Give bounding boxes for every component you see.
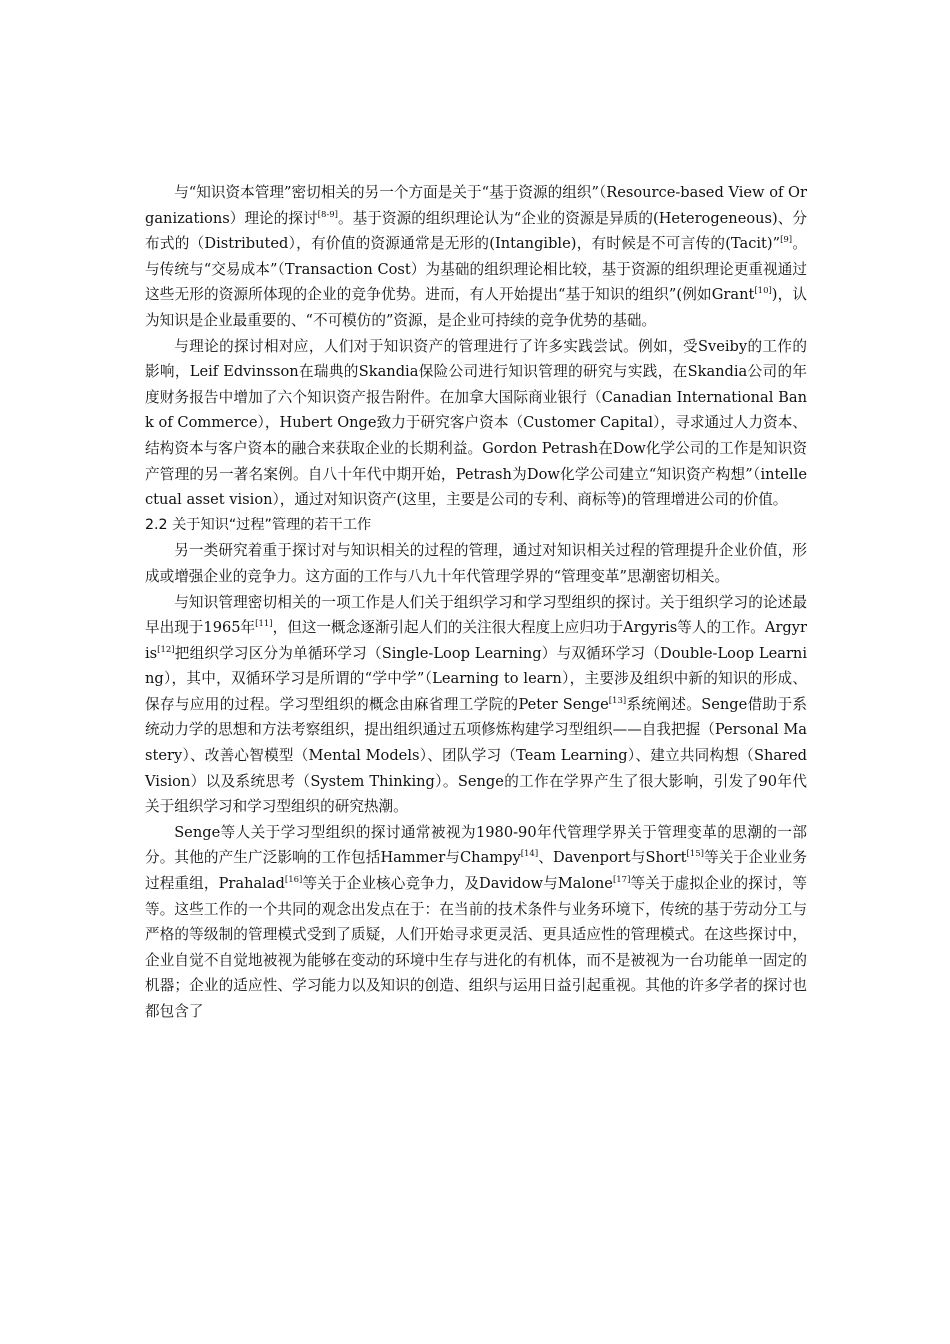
paragraph-resource-based-view: 与“知识资本管理”密切相关的另一个方面是关于“基于资源的组织”（Resource-based View of Organizations）理论的探讨[8-9]。基于资源的组织理论认为“企业的资源是异质的(Heterogeneous)、分布式的（Distributed），有价值的资源通常是无形的(Intangible)，有时候是不可言传的(Tacit)”[9]。与传统与“交易成本”（Transaction Cost）为基础的组织理论相比较，基于资源的组织理论更重视通过这些无形的资源所体现的企业的竞争优势。进而，有人开始提出“基于知识的组织”(例如Grant[10])，认为知识是企业最重要的、“不可模仿的”资源，是企业可持续的竞争优势的基础。 xyxy=(145,184,807,329)
citation-marker: [8-9] xyxy=(317,209,338,220)
paragraph-organizational-learning: 与知识管理密切相关的一项工作是人们关于组织学习和学习型组织的探讨。关于组织学习的论述最早出现于1965年[11]，但这一概念逐渐引起人们的关注很大程度上应归功于Argyris等人的工作。Argyris[12]把组织学习区分为单循环学习（Single-Loop Learning）与双循环学习（Double-Loop Learning），其中，双循环学习是所谓的“学中学”（Learning to learn），主要涉及组织中新的知识的形成、保存与应用的过程。学习型组织的概念由麻省理工学院的Peter Senge[13]系统阐述。Senge借助于系统动力学的思想和方法考察组织，提出组织通过五项修炼构建学习型组织——自我把握（Personal Mastery）、改善心智模型（Mental Models）、团队学习（Team Learning）、建立共同构想（Shared Vision）以及系统思考（System Thinking）。Senge的工作在学界产生了很大影响，引发了90年代关于组织学习和学习型组织的研究热潮。 xyxy=(145,593,807,816)
citation-marker: [16] xyxy=(284,875,303,886)
citation-marker: [10] xyxy=(754,286,772,297)
citation-marker: [15] xyxy=(686,849,704,860)
citation-marker: [14] xyxy=(520,849,539,860)
paragraph-process-management: 另一类研究着重于探讨对与知识相关的过程的管理，通过对知识相关过程的管理提升企业价值，形成或增强企业的竞争力。这方面的工作与八九十年代管理学界的“管理变革”思潮密切相关。 xyxy=(145,542,807,585)
paragraph-knowledge-asset-practice: 与理论的探讨相对应，人们对于知识资产的管理进行了许多实践尝试。例如，受Sveiby的工作的影响，Leif Edvinsson在瑞典的Skandia保险公司进行知识管理的研究与实践，在Skandia公司的年度财务报告中增加了六个知识资产报告附件。在加拿大国际商业银行（Canadian International Bank of Commerce），Hubert Onge致力于研究客户资本（Customer Capital），寻求通过人力资本、结构资本与客户资本的融合来获取企业的长期利益。Gordon Petrash在Dow化学公司的工作是知识资产管理的另一著名案例。自八十年代中期开始，Petrash为Dow化学公司建立“知识资产构想”（intellectual asset vision），通过对知识资产(这里，主要是公司的专利、商标等)的管理增进公司的价值。 xyxy=(145,337,807,509)
citation-marker: [17] xyxy=(612,875,631,886)
citation-marker: [11] xyxy=(255,619,273,630)
citation-marker: [12] xyxy=(157,644,175,655)
citation-marker: [9] xyxy=(780,235,793,246)
document-body xyxy=(145,180,807,1025)
section-heading: 2.2 关于知识“过程”管理的若干工作 xyxy=(145,516,372,533)
citation-marker: [13] xyxy=(608,696,627,707)
paragraph-management-reform: Senge等人关于学习型组织的探讨通常被视为1980-90年代管理学界关于管理变革的思潮的一部分。其他的产生广泛影响的工作包括Hammer与Champy[14]、Davenport与Short[15]等关于企业业务过程重组，Prahalad[16]等关于企业核心竞争力，及Davidow与Malone[17]等关于虚拟企业的探讨，等等。这些工作的一个共同的观念出发点在于：在当前的技术条件与业务环境下，传统的基于劳动分工与严格的等级制的管理模式受到了质疑，人们开始寻求更灵活、更具适应性的管理模式。在这些探讨中，企业自觉不自觉地被视为能够在变动的环境中生存与进化的有机体，而不是被视为一台功能单一固定的机器；企业的适应性、学习能力以及知识的创造、组织与运用日益引起重视。其他的许多学者的探讨也都包含了 xyxy=(145,823,807,1020)
